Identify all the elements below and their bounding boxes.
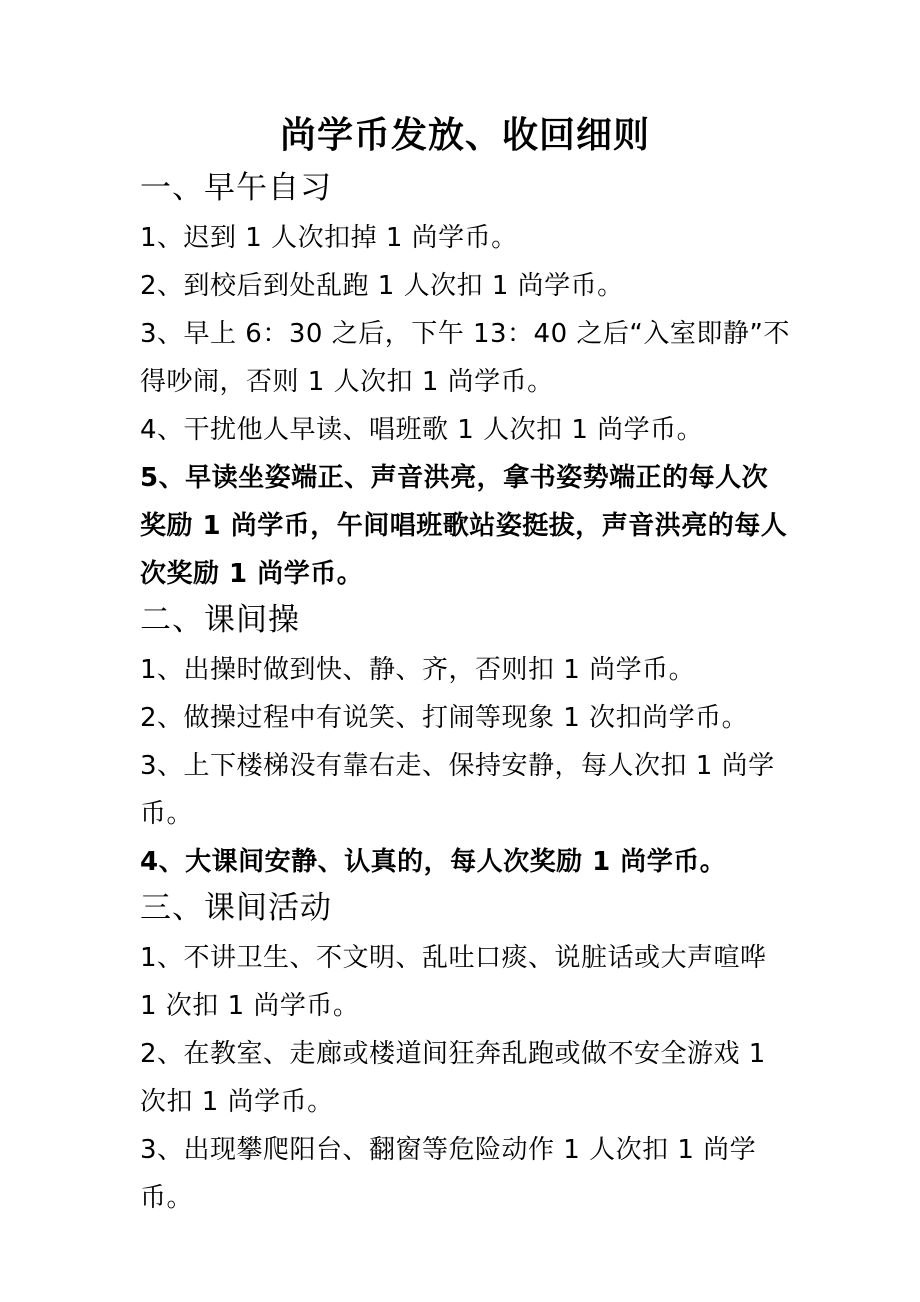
- rule-item: 3、上下楼梯没有靠右走、保持安静，每人次扣 1 尚学币。: [140, 751, 775, 829]
- section-morning-noon-study: [140, 166, 790, 598]
- rule-item: 3、早上 6：30 之后，下午 13：40 之后“入室即静”不得吵闹，否则 1 人次扣 1 尚学币。: [140, 319, 790, 397]
- reward-rule-item: 5、早读坐姿端正、声音洪亮，拿书姿势端正的每人次奖励 1 尚学币，午间唱班歌站姿挺拔，声音洪亮的每人次奖励 1 尚学币。: [140, 463, 788, 589]
- rule-item: 2、做操过程中有说笑、打闹等现象 1 次扣尚学币。: [140, 703, 749, 733]
- document-title: 尚学币发放、收回细则: [279, 115, 650, 156]
- section-exercise-break: [140, 598, 790, 886]
- section-heading: 一、早午自习: [140, 170, 332, 206]
- rule-item: 2、到校后到处乱跑 1 人次扣 1 尚学币。: [140, 271, 624, 301]
- rule-item: 3、出现攀爬阳台、翻窗等危险动作 1 人次扣 1 尚学币。: [140, 1135, 757, 1213]
- rule-item: 2、在教室、走廊或楼道间狂奔乱跑或做不安全游戏 1 次扣 1 尚学币。: [140, 1039, 766, 1117]
- section-break-activities: [140, 886, 790, 1222]
- section-heading: 二、课间操: [140, 602, 300, 638]
- rule-item: 1、迟到 1 人次扣掉 1 尚学币。: [140, 223, 518, 253]
- rule-item: 1、不讲卫生、不文明、乱吐口痰、说脏话或大声喧哗 1 次扣 1 尚学币。: [140, 943, 767, 1021]
- section-heading: 三、课间活动: [140, 890, 332, 926]
- reward-rule-item: 4、大课间安静、认真的，每人次奖励 1 尚学币。: [140, 847, 727, 877]
- rule-item: 4、干扰他人早读、唱班歌 1 人次扣 1 尚学币。: [140, 415, 704, 445]
- rule-item: 1、出操时做到快、静、齐，否则扣 1 尚学币。: [140, 655, 696, 685]
